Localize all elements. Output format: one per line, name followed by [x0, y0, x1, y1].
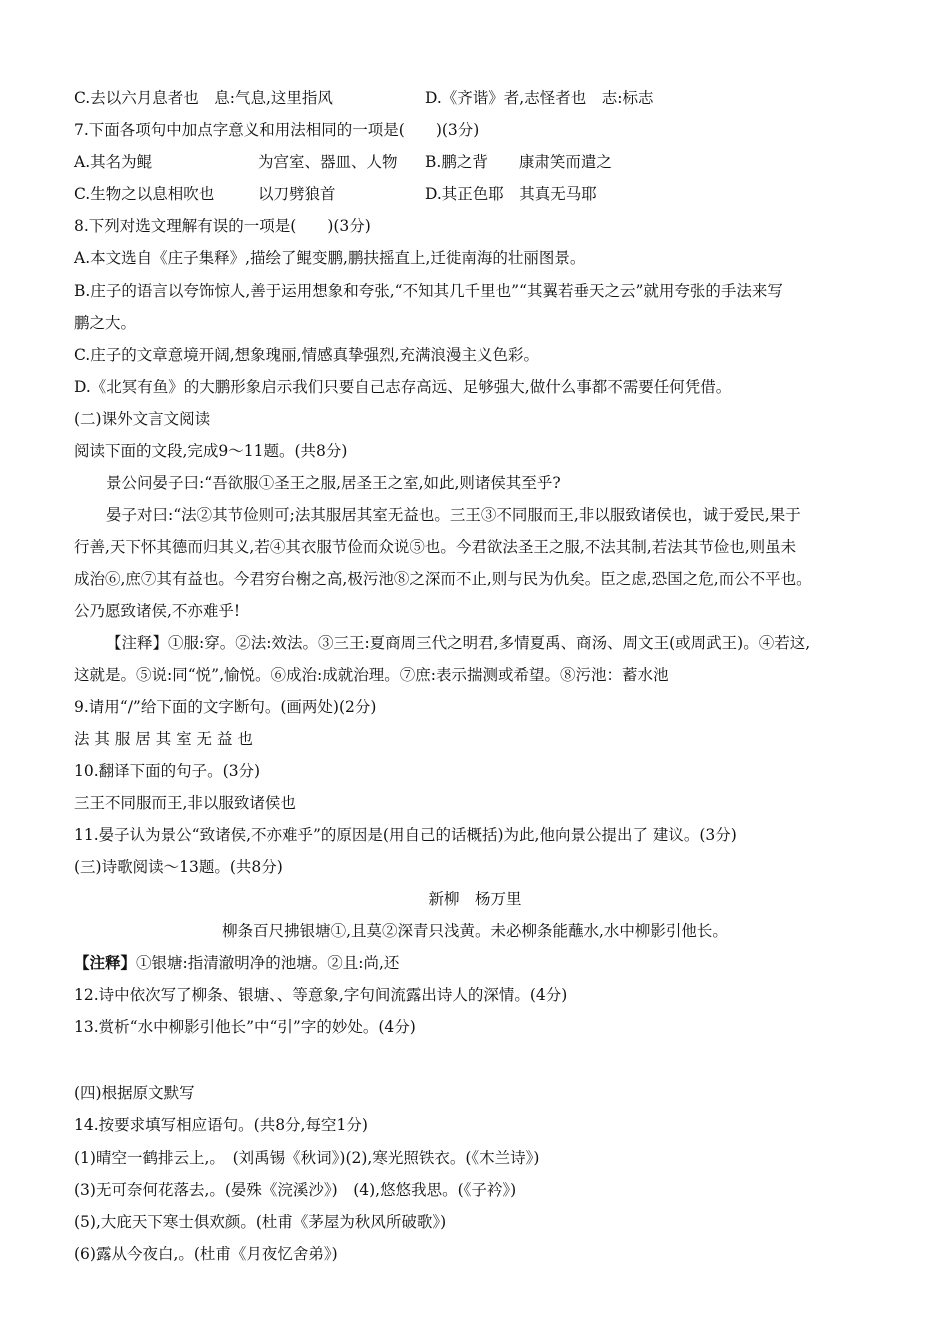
q7-option-b: B.鹏之背 康肃笑而遣之 — [425, 153, 612, 171]
q7-option-a-right: 为宫室、器皿、人物 — [258, 153, 398, 171]
passage-paragraph-2-line2: 行善,天下怀其德而归其义,若④其衣服节俭而众说⑤也。今君欲法圣王之服,不法其制,若法其节俭也,则虽未 — [74, 538, 797, 556]
section-2-instruction: 阅读下面的文段,完成9～11题。(共8分) — [74, 442, 348, 460]
poem-notes — [74, 953, 399, 973]
q6-option-c: C.去以六月息者也 息:气息,这里指风 — [74, 89, 333, 107]
passage-notes-line1: 【注释】①服:穿。②法:效法。③三王:夏商周三代之明君,多情夏禹、商汤、周文王(或周武王)。④若这, — [106, 634, 811, 652]
q10-sentence: 三王不同服而王,非以服致诸侯也 — [74, 794, 296, 812]
q8-option-a: A.本文选自《庄子集释》,描绘了鲲变鹏,鹏扶摇直上,迁徙南海的壮丽图景。 — [74, 249, 586, 267]
q7-option-a-left: A.其名为鲲 — [74, 153, 153, 171]
q9-text: 法 其 服 居 其 室 无 益 也 — [74, 730, 253, 748]
passage-notes-line2: 这就是。⑤说:同“悦”,愉悦。⑥成治:成就治理。⑦庶:表示揣测或希望。⑧污池：蓄水池 — [74, 666, 669, 684]
poem-notes-text: ①银塘:指清澈明净的池塘。②且:尚,还 — [136, 954, 400, 972]
passage-paragraph-2-line3: 成治⑥,庶⑦其有益也。今君穷台榭之高,极污池⑧之深而不止,则与民为仇矣。臣之虑,恐国之危,而公不平也。 — [74, 570, 812, 588]
question-11: 11.晏子认为景公“致诸侯,不亦难乎”的原因是(用自己的话概括)为此,他向景公提出了 建议。(3分) — [74, 826, 737, 844]
section-4-heading: (四)根据原文默写 — [74, 1084, 195, 1102]
q7-option-d: D.其正色耶 其真无马耶 — [425, 185, 597, 203]
fill-blank-3-4: (3)无可奈何花落去,。(晏殊《浣溪沙》) (4),悠悠我思。(《子衿》) — [74, 1181, 517, 1199]
section-3-heading: (三)诗歌阅读～13题。(共8分) — [74, 858, 283, 876]
poem-body: 柳条百尺拂银塘①,且莫②深青只浅黄。未必柳条能蘸水,水中柳影引他长。 — [222, 922, 728, 940]
q7-option-c-left: C.生物之以息相吹也 — [74, 185, 215, 203]
q7-option-c-right: 以刀劈狼首 — [258, 185, 336, 203]
fill-blank-1-2: (1)晴空一鹤排云上,。 (刘禹锡《秋词》)(2),寒光照铁衣。(《木兰诗》) — [74, 1149, 540, 1167]
question-13: 13.赏析“水中柳影引他长”中“引”字的妙处。(4分) — [74, 1018, 416, 1036]
q8-option-d: D.《北冥有鱼》的大鹏形象启示我们只要自己志存高远、足够强大,做什么事都不需要任何凭借。 — [74, 378, 732, 396]
poem-title: 新柳 杨万里 — [428, 890, 522, 908]
q8-option-c: C.庄子的文章意境开阔,想象瑰丽,情感真挚强烈,充满浪漫主义色彩。 — [74, 346, 540, 364]
question-14: 14.按要求填写相应语句。(共8分,每空1分) — [74, 1116, 368, 1134]
fill-blank-6: (6)露从今夜白,。(杜甫《月夜忆舍弟》) — [74, 1245, 338, 1263]
question-10: 10.翻译下面的句子。(3分) — [74, 762, 261, 780]
poem-notes-tag: 【注释】 — [74, 953, 137, 972]
q6-option-d: D.《齐谐》者,志怪者也 志:标志 — [425, 89, 654, 107]
passage-paragraph-2-line4: 公乃愿致诸侯,不亦难乎! — [74, 602, 241, 620]
question-8: 8.下列对选文理解有误的一项是( )(3分) — [74, 217, 371, 235]
question-7: 7.下面各项句中加点字意义和用法相同的一项是( )(3分) — [74, 121, 480, 139]
fill-blank-5: (5),大庇天下寒士俱欢颜。(杜甫《茅屋为秋风所破歌》) — [74, 1213, 447, 1231]
q8-option-b-line2: 鹏之大。 — [74, 314, 137, 332]
question-12: 12.诗中依次写了柳条、银塘、、等意象,字句间流露出诗人的深情。(4分) — [74, 986, 568, 1004]
q8-option-b-line1: B.庄子的语言以夸饰惊人,善于运用想象和夸张,“不知其几千里也”“其翼若垂天之云”就用夸张的手法来写 — [74, 282, 783, 300]
section-2-heading: (二)课外文言文阅读 — [74, 410, 211, 428]
question-9: 9.请用“/”给下面的文字断句。(画两处)(2分) — [74, 698, 377, 716]
passage-paragraph-2-line1: 晏子对曰:“法②其节俭则可;法其服居其室无益也。三王③不同服而王,非以服致诸侯也，诚于爱民,果于 — [106, 506, 801, 524]
passage-paragraph-1: 景公问晏子曰:“吾欲服①圣王之服,居圣王之室,如此,则诸侯其至乎? — [106, 474, 561, 492]
